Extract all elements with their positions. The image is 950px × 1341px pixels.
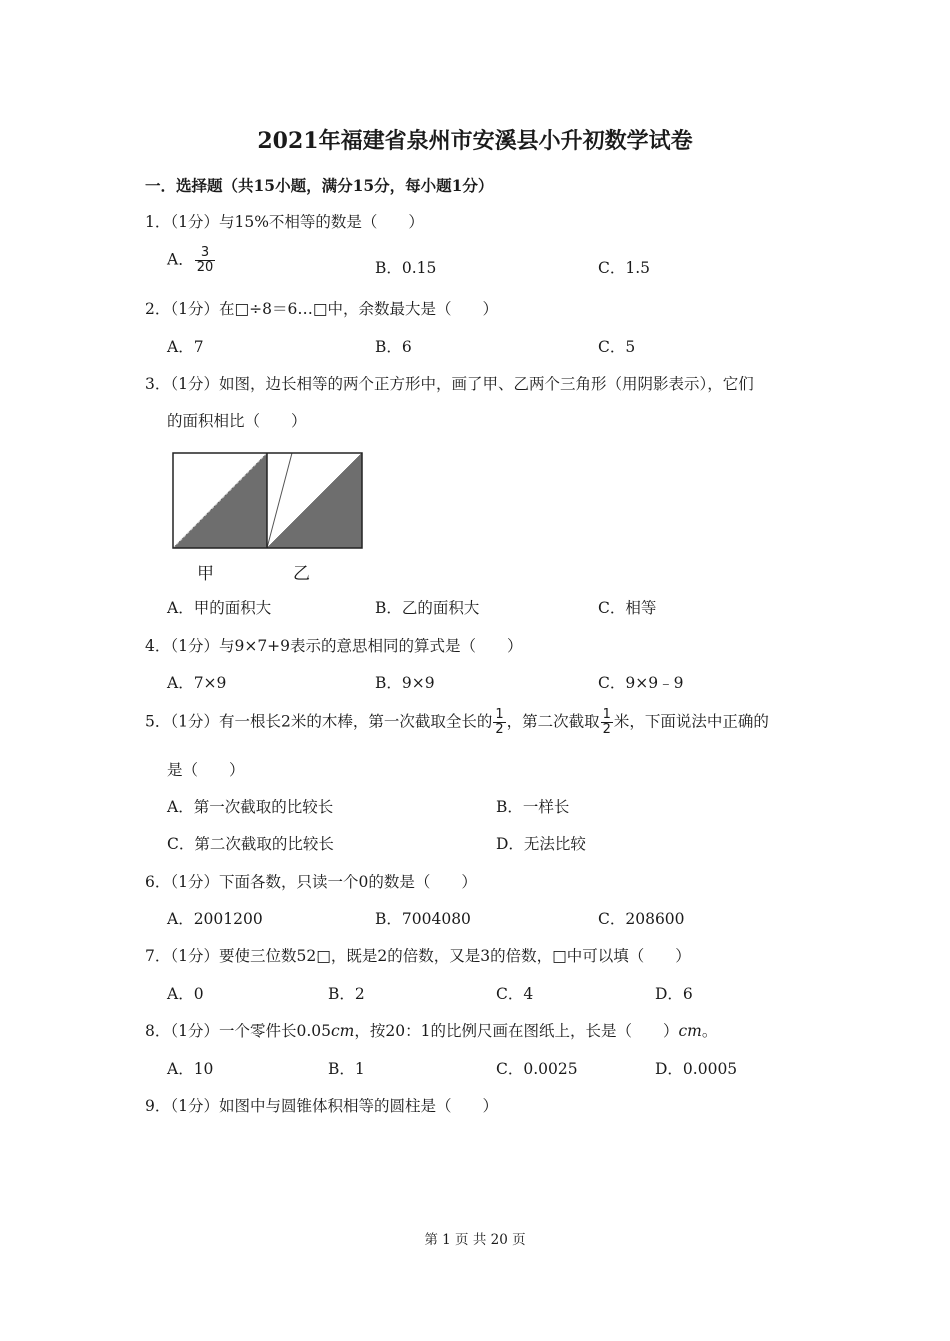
q7-option-b[interactable]: B．2	[328, 985, 365, 1003]
q6-option-c[interactable]: C．208600	[598, 910, 685, 928]
q2-option-c[interactable]: C．5	[598, 338, 636, 356]
q8-text-part1: 8．（1分）一个零件长0.05	[145, 1022, 331, 1040]
fraction	[195, 246, 216, 275]
q5-option-d[interactable]: D．无法比较	[496, 835, 586, 853]
q5-text-part2: ，第二次截取	[506, 712, 600, 731]
fraction-denominator: 2	[495, 722, 504, 737]
q1-option-b[interactable]: B．0.15	[375, 259, 437, 277]
q4-option-a[interactable]: A．7×9	[167, 674, 227, 692]
q2-option-a[interactable]: A．7	[167, 338, 204, 356]
q8-option-d[interactable]: D．0.0005	[655, 1060, 738, 1078]
q1-option-c[interactable]: C．1.5	[598, 259, 651, 277]
q5-option-a[interactable]: A．第一次截取的比较长	[167, 798, 334, 816]
fraction-denominator: 2	[602, 722, 611, 737]
q8-option-c[interactable]: C．0.0025	[496, 1060, 578, 1078]
section-heading: 一．选择题（共15小题，满分15分，每小题1分）	[145, 176, 494, 195]
figure-label-jia: 甲	[197, 564, 214, 584]
q5-text-part3: 米，下面说法中正确的	[613, 712, 769, 731]
squares-triangles-figure	[168, 450, 368, 554]
q3-option-a[interactable]: A．甲的面积大	[167, 599, 272, 617]
question-7: 7．（1分）要使三位数52□，既是2的倍数，又是3的倍数，□中可以填（ ）	[145, 947, 691, 965]
q5-option-c[interactable]: C．第二次截取的比较长	[167, 835, 334, 853]
q1-option-a[interactable]	[167, 246, 216, 275]
question-1: 1．（1分）与15%不相等的数是（ ）	[145, 213, 424, 231]
question-4: 4．（1分）与9×7+9表示的意思相同的算式是（ ）	[145, 637, 523, 655]
fraction-numerator: 1	[602, 707, 611, 722]
page-title: 2021年福建省泉州市安溪县小升初数学试卷	[257, 128, 693, 154]
fraction-numerator: 1	[495, 707, 504, 722]
figure-label-yi: 乙	[293, 564, 310, 584]
q8-option-b[interactable]: B．1	[328, 1060, 365, 1078]
q6-option-a[interactable]: A．2001200	[167, 910, 263, 928]
question-3-continued: 的面积相比（ ）	[167, 412, 307, 430]
fraction-numerator: 3	[195, 246, 216, 261]
unit-cm: cm	[678, 1022, 702, 1040]
page-footer: 第 1 页 共 20 页	[424, 1232, 526, 1248]
q7-option-a[interactable]: A．0	[167, 985, 204, 1003]
question-8	[145, 1019, 717, 1041]
question-2: 2．（1分）在□÷8＝6…□中，余数最大是（ ）	[145, 300, 498, 318]
fraction-one-half	[493, 708, 505, 737]
q5-text-part1: 5．（1分）有一根长2米的木棒，第一次截取全长的	[145, 712, 493, 731]
q7-option-c[interactable]: C．4	[496, 985, 534, 1003]
q8-text-part3: 。	[701, 1022, 718, 1040]
q3-option-c[interactable]: C．相等	[598, 599, 657, 617]
q5-option-b[interactable]: B．一样长	[496, 798, 570, 816]
question-3: 3．（1分）如图，边长相等的两个正方形中，画了甲、乙两个三角形（用阴影表示），它们	[145, 375, 754, 393]
fraction-denominator: 20	[196, 260, 214, 275]
question-6: 6．（1分）下面各数，只读一个0的数是（ ）	[145, 873, 477, 891]
question-9: 9．（1分）如图中与圆锥体积相等的圆柱是（ ）	[145, 1097, 498, 1115]
q6-option-b[interactable]: B．7004080	[375, 910, 471, 928]
q8-text-part2: ，按20：1的比例尺画在图纸上，长是（ ）	[354, 1022, 679, 1040]
q4-option-c[interactable]: C．9×9﹣9	[598, 674, 684, 692]
q4-option-b[interactable]: B．9×9	[375, 674, 435, 692]
q8-option-a[interactable]: A．10	[167, 1060, 214, 1078]
q7-option-d[interactable]: D．6	[655, 985, 693, 1003]
question-5-continued: 是（ ）	[167, 761, 245, 779]
question-5	[145, 708, 769, 737]
q3-option-b[interactable]: B．乙的面积大	[375, 599, 480, 617]
unit-cm: cm	[331, 1022, 355, 1040]
fraction-one-half	[601, 708, 613, 737]
option-prefix: A．	[167, 250, 194, 269]
q2-option-b[interactable]: B．6	[375, 338, 412, 356]
